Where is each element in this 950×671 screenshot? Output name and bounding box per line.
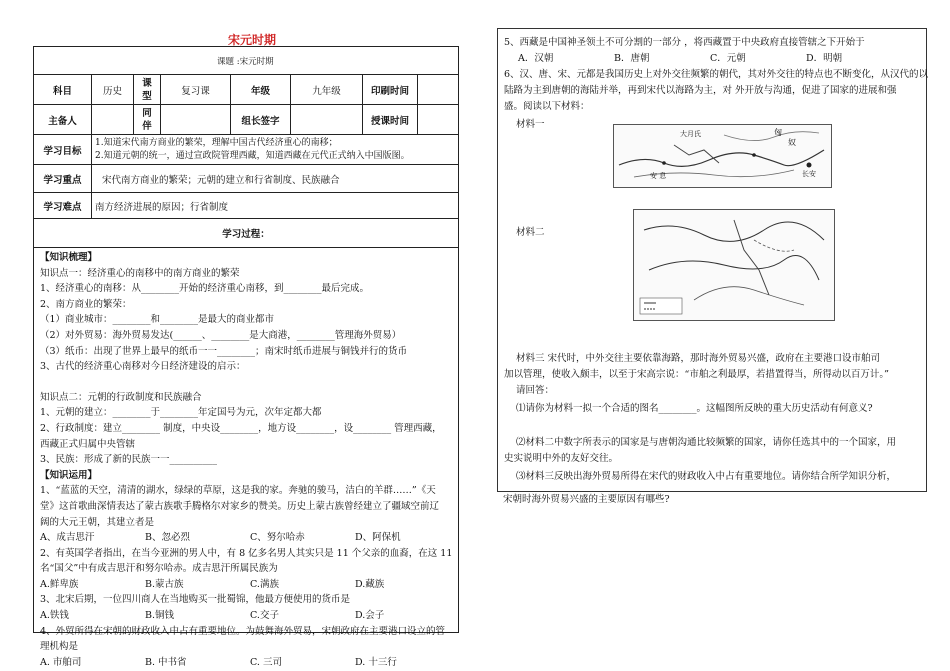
q5-stem: 5、西藏是中国神圣领土不可分割的一部分 ，将西藏置于中央政府直接管辖之下开始于 xyxy=(504,37,865,48)
answer-2-line-1: ⑵材料二中数字所表示的国家是与唐朝沟通比较频繁的国家，请你任选其中的一个国家，用 xyxy=(516,437,897,448)
material-1-label: 材料一 xyxy=(516,119,545,130)
q1-option-b: B、忽必烈 xyxy=(145,532,190,544)
kp2-line-2: 2、行政制度：建立________ 制度，中央设________，地方设________，设________ 管理西藏，西藏正式归属中央管辖 xyxy=(40,422,442,450)
tang-exchange-map-graphic xyxy=(634,210,834,320)
print-time-value xyxy=(418,75,458,104)
answer-3-line-2: 宋朝时海外贸易兴盛的主要原因有哪些? xyxy=(503,494,670,505)
preparer-label: 主备人 xyxy=(34,105,92,134)
leader-sign-label: 组长签字 xyxy=(231,105,291,134)
q5-option-b: B．唐朝 xyxy=(614,53,650,64)
type-value: 复习课 xyxy=(161,75,231,104)
map1-label-xiong: 匈 xyxy=(774,128,782,137)
map1-label-changan: 长安 xyxy=(802,170,816,178)
q2-option-b: B.蒙古族 xyxy=(145,578,184,590)
lesson-plan-sheet xyxy=(33,46,459,668)
q4-options xyxy=(40,655,452,671)
q2-option-d: D.藏族 xyxy=(355,578,385,590)
q4-line-1: 4、外贸所得在宋朝的财政收入中占有重要地位。为鼓舞海外贸易，宋朝政府在主要港口设立的管 xyxy=(40,625,446,637)
q6-line-2: 陆路为主到唐朝的海陆并举，再到宋代以海路为主，对 外开放与沟通，促进了国家的进展和强 xyxy=(504,85,897,96)
ask-label: 请回答： xyxy=(516,385,555,396)
lecture-time-value xyxy=(418,105,458,134)
peer-label-2: 伴 xyxy=(142,120,152,132)
preparer-value xyxy=(92,105,134,134)
subject-line: 课题 :宋元时期 xyxy=(217,56,274,67)
goal-1: 1.知道宋代南方商业的繁荣，理解中国古代经济重心的南移； xyxy=(95,137,338,148)
kp1-line-3: （1）商业城市：________和________是最大的商业都市 xyxy=(40,314,275,326)
q2-line-1: 2、有英国学者指出，在当今亚洲的男人中，有 8 亿多名男人其实只是 11 个父亲的血裔，在这 11 xyxy=(40,547,453,559)
q1-option-c: C、努尔哈赤 xyxy=(250,532,305,544)
q1-options xyxy=(40,530,452,546)
process-label: 学习过程： xyxy=(222,229,270,240)
q3-option-b: B.铜钱 xyxy=(145,610,175,622)
q1-line-3: 阔的大元王朝，其建立者是 xyxy=(40,516,155,528)
map1-label-dayuezhi: 大月氏 xyxy=(680,130,701,138)
answer-2-line-2: 史实说明中外的友好交往。 xyxy=(504,453,619,464)
type-label xyxy=(134,75,161,104)
material-3-line-1: 材料三 宋代时，中外交往主要依靠海路，那时海外贸易兴盛，政府在主要港口设市舶司 xyxy=(516,353,881,364)
q5-options xyxy=(504,51,842,67)
subject-row xyxy=(34,47,458,75)
q5-option-c: C．元朝 xyxy=(710,53,746,64)
goals-label: 学习目标 xyxy=(34,135,92,164)
difficulty-text: 南方经济进展的原因；行省制度 xyxy=(95,201,229,213)
difficulty-row xyxy=(34,193,458,219)
lecture-time-label: 授课时间 xyxy=(363,105,418,134)
q4-option-a: A. 市舶司 xyxy=(40,656,82,668)
goals-row xyxy=(34,135,458,165)
q3-option-d: D.会子 xyxy=(355,610,385,622)
silk-road-map xyxy=(613,124,832,188)
kp1-title: 知识点一：经济重心的南移中的南方商业的繁荣 xyxy=(40,267,240,279)
kp2-title: 知识点二：元朝的行政制度和民族融合 xyxy=(40,391,202,403)
header-row-2 xyxy=(34,105,458,135)
peer-label xyxy=(134,105,161,134)
grade-label: 年级 xyxy=(231,75,291,104)
q2-option-a: A.鲜卑族 xyxy=(40,578,79,590)
page-title: 宋元时期 xyxy=(228,33,277,47)
map1-label-nu: 奴 xyxy=(788,138,796,147)
q6-line-1: 6、汉、唐、宋、元都是我国历史上对外交往频繁的朝代，其对外交往的特点也不断变化，从汉代的以 xyxy=(504,69,929,80)
q5-option-d: D．明朝 xyxy=(806,53,843,64)
q5-option-a: A．汉朝 xyxy=(518,53,554,64)
q6-line-3: 盛。阅读以下材料： xyxy=(504,101,590,112)
q1-line-2: 堂》这首歌曲深情表达了蒙古族歌手腾格尔对家乡的赞美。历史上蒙古族曾经建立了疆域空前辽 xyxy=(40,500,440,512)
q2-option-c: C.满族 xyxy=(250,578,279,590)
key-points-row xyxy=(34,165,458,193)
knowledge-heading: 【知识梳理】 xyxy=(40,252,98,263)
q1-option-a: A、成吉思汗 xyxy=(40,532,95,544)
tang-exchange-map xyxy=(633,209,835,321)
q1-option-d: D、阿保机 xyxy=(355,532,401,544)
q3-option-a: A.铁钱 xyxy=(40,610,69,622)
key-points-text: 宋代南方商业的繁荣；元朝的建立和行省制度、民族融合 xyxy=(102,174,340,186)
q4-option-b: B. 中书省 xyxy=(145,656,187,668)
q4-option-c: C. 三司 xyxy=(250,656,282,668)
map1-label-anxi: 安 息 xyxy=(650,172,667,180)
print-time-label: 印刷时间 xyxy=(363,75,418,104)
header-row-1 xyxy=(34,75,458,105)
q1-line-1: 1、“蓝蓝的天空，清清的湖水，绿绿的草原，这是我的家。奔驰的骏马，洁白的羊群……”《天 xyxy=(40,485,436,497)
material-2-label: 材料二 xyxy=(516,227,545,238)
q4-line-2: 理机构是 xyxy=(40,641,79,653)
q2-line-2: 名“国父”中有成吉思汗和努尔哈赤。成吉思汗所属民族为 xyxy=(40,563,278,575)
q3-line-1: 3、北宋后期，一位四川商人在当地购买一批蜀锦，他最方便使用的货币是 xyxy=(40,594,351,606)
right-column xyxy=(497,28,927,492)
material-3-line-2: 加以管理，使收入颇丰，以至于宋高宗说：“市舶之利最厚，若措置得当，所得动以百万计。” xyxy=(504,369,889,380)
goals-text xyxy=(92,135,458,164)
kp1-line-1: 1、经济重心的南移：从________开始的经济重心南移，到________最后完成。 xyxy=(40,283,370,295)
q2-options xyxy=(40,577,452,593)
subject-value: 历史 xyxy=(92,75,134,104)
kp1-line-6: 3、古代的经济重心南移对今日经济建设的启示： xyxy=(40,361,246,373)
grade-value: 九年级 xyxy=(291,75,363,104)
kp1-line-2: 2、南方商业的繁荣： xyxy=(40,298,132,310)
practice-heading: 【知识运用】 xyxy=(40,469,98,481)
key-points-label: 学习重点 xyxy=(34,165,92,192)
kp2-line-3: 3、民族：形成了新的民族一一__________ xyxy=(40,454,218,466)
peer-value xyxy=(161,105,231,134)
goal-2: 2.知道元朝的统一，通过宣政院管理西藏，知道西藏在元代正式纳入中国版图。 xyxy=(95,150,410,161)
q4-option-d: D. 十三行 xyxy=(355,656,397,668)
type-label-2: 型 xyxy=(142,90,152,102)
q3-options xyxy=(40,608,452,624)
difficulty-label: 学习难点 xyxy=(34,193,92,218)
leader-sign-value xyxy=(291,105,363,134)
answer-3-line-1: ⑶材料三反映出海外贸易所得在宋代的财政收入中占有重要地位。请你结合所学知识分析， xyxy=(516,471,897,482)
subject-label: 科目 xyxy=(34,75,92,104)
type-label-1: 课 xyxy=(142,77,152,89)
knowledge-section xyxy=(34,248,458,668)
kp1-line-4: （2）对外贸易：海外贸易发达(______、________是大商港，________管理海外贸易） xyxy=(40,329,402,341)
silk-road-map-graphic xyxy=(614,125,831,187)
kp1-line-5: （3）纸币：出现了世界上最早的纸币一一________；南宋时纸币进展与铜钱并行的货币 xyxy=(40,345,408,357)
q3-option-c: C.交子 xyxy=(250,610,279,622)
kp2-line-1: 1、元朝的建立：________于________年定国号为元，次年定都大都 xyxy=(40,407,322,419)
process-row xyxy=(34,219,458,248)
peer-label-1: 同 xyxy=(142,107,152,119)
answer-1: ⑴请你为材料一拟一个合适的图名________。这幅图所反映的重大历史活动有何意义? xyxy=(516,403,873,414)
